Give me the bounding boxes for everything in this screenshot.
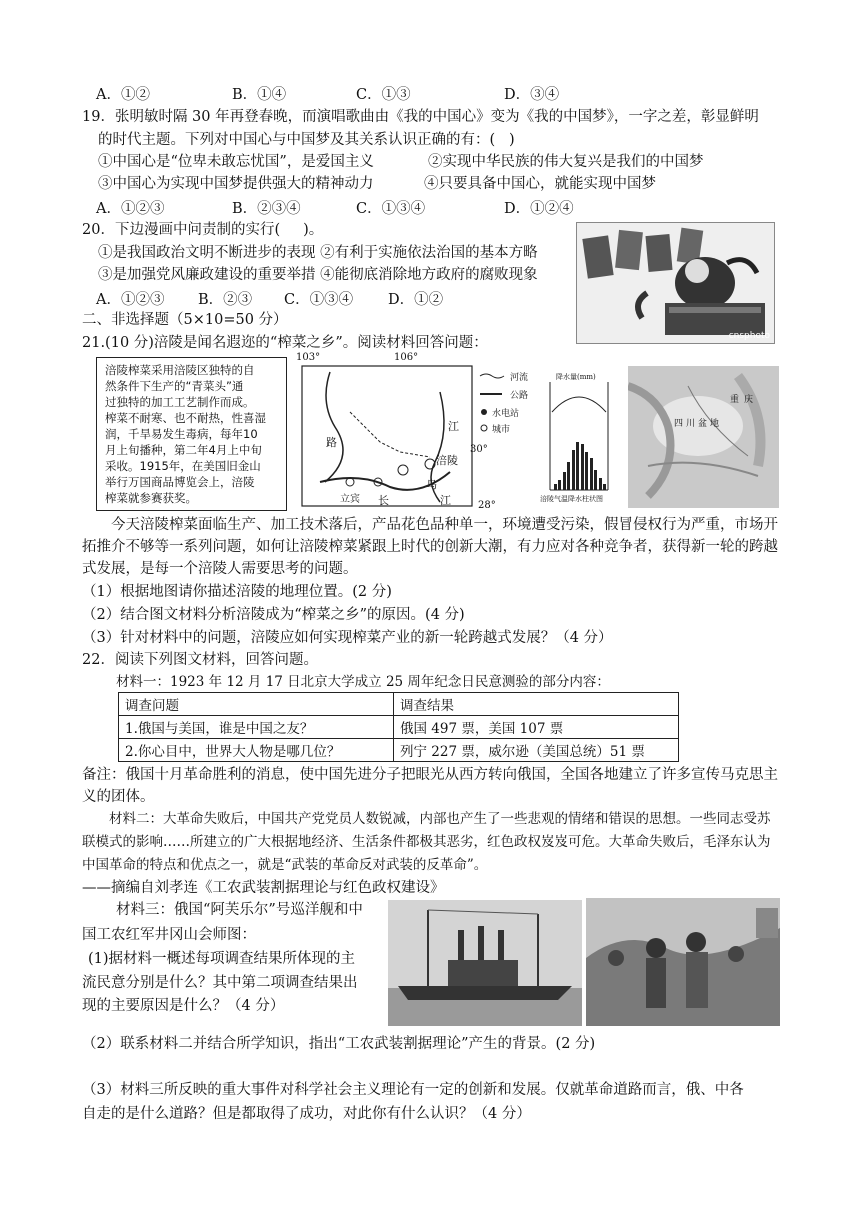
q20-option-c: C．①③④ [284, 292, 354, 308]
q19-option-a: A．①②③ [96, 201, 165, 217]
q21-stem: 21.(10 分)涪陵是闻名遐迩的“榨菜之乡”。阅读材料回答问题： [82, 335, 488, 351]
map-lat-28: 28° [478, 500, 496, 511]
q19-option-d: D．①②④ [504, 201, 574, 217]
q22-source: ——摘编自刘孝连《工农武装割据理论与红色政权建设》 [82, 880, 445, 896]
aurora-cruiser-photo [388, 900, 582, 1026]
q22-note: 备注：俄国十月革命胜利的消息，使中国先进分子把眼光从西方转向俄国，全国各地建立了许多宣传马克思主义的团体。 [82, 767, 778, 805]
q20-option-b: B．②③ [198, 292, 253, 308]
q22-sub3-line1: （3）材料三所反映的重大事件对科学社会主义理论有一定的创新和发展。仅就革命道路而言，俄、中各 [82, 1082, 744, 1098]
box-line: 采收。1915年，在美国旧金山 [105, 459, 261, 473]
map-label: 乌 [426, 478, 437, 491]
terrain-label: 四 [674, 419, 684, 429]
table-cell: 2.你心目中，世界大人物是哪几位？ [119, 739, 394, 762]
q22-material-2: 材料二：大革命失败后，中国共产党党员人数锐减，内部也产生了一些悲观的情绪和错误的思想。一些同志受苏联模式的影响……所建立的广大根据地经济、生活条件都极其恶劣，红色政权岌岌可危。大革命失败后，毛泽东认为中国革命的特点和优点之一，就是“武装的革命反对武装的反革命”。 [82, 811, 771, 873]
legend-city: 城市 [492, 425, 511, 435]
table-cell: 列宁 227 票，威尔逊（美国总统）51 票 [394, 739, 679, 762]
q19-statement-3: ③中国心为实现中国梦提供强大的精神动力 [98, 176, 374, 192]
q21-paragraph: 今天涪陵榨菜面临生产、加工技术落后，产品花色品种单一，环境遭受污染，假冒侵权行为严重，市场开拓推介不够等一系列问题，如何让涪陵榨菜紧跟上时代的创新大潮，有力应对各种竞争者，获得新一轮的跨越式发展，是每一个涪陵人需要思考的问题。 [82, 517, 778, 577]
box-line: 举行万国商品博览会上，涪陵 [105, 475, 255, 489]
accountability-cartoon [576, 222, 775, 344]
q18-option-d: D．③④ [504, 87, 560, 103]
q18-option-a: A．①② [96, 87, 150, 103]
map-lat-30: 30° [470, 444, 488, 455]
terrain-label: 盆 [698, 419, 708, 429]
table-row [119, 716, 679, 739]
q21-material-box [96, 357, 287, 511]
legend-road: 公路 [510, 391, 529, 401]
q20-option-a: A．①②③ [96, 292, 165, 308]
box-line: 过独特的加工工艺制作而成。 [105, 395, 255, 409]
map-label-fuling: 涪陵 [436, 454, 458, 467]
box-line: 榨菜不耐寒、也不耐热，性喜湿 [105, 411, 266, 425]
terrain-label: 重 [730, 395, 740, 405]
jinggangshan-meeting-painting [586, 898, 780, 1026]
q22-sub1-line1: (1)据材料一概述每项调查结果所体现的主 [88, 951, 356, 967]
q19-statement-2: ②实现中华民族的伟大复兴是我们的中国梦 [428, 154, 704, 170]
q22-sub3-line2: 自走的是什么道路？但是都取得了成功，对此你有什么认识？（4 分） [82, 1106, 531, 1122]
q18-option-c: C．①③ [356, 87, 411, 103]
q21-sub1: （1）根据地图请你描述涪陵的地理位置。(2 分) [82, 584, 392, 600]
table-header-row [119, 693, 679, 716]
q22-sub2: （2）联系材料二并结合所学知识，指出“工农武装割据理论”产生的背景。(2 分) [82, 1036, 596, 1052]
box-line: 月上旬播种，第二年4月上中旬 [105, 443, 262, 457]
q19-stem-1: 19．张明敏时隔 30 年再登春晚，而演唱歌曲由《我的中国心》变为《我的中国梦》，一字之差，彰显鲜明 [82, 109, 759, 125]
box-line: 涪陵榨菜采用涪陵区独特的自 [105, 363, 255, 377]
map-label: 江 [440, 494, 451, 507]
q22-material-3-line1: 材料三：俄国“阿芙乐尔”号巡洋舰和中 [116, 902, 363, 918]
q21-sub3: （3）针对材料中的问题，涪陵应如何实现榨菜产业的新一轮跨越式发展？（4 分） [82, 630, 613, 646]
q19-option-b: B．②③④ [232, 201, 301, 217]
terrain-label: 川 [686, 419, 696, 429]
map-label: 立宾 [340, 494, 360, 505]
q20-option-d: D．①② [388, 292, 444, 308]
q22-stem: 22．阅读下列图文材料，回答问题。 [82, 652, 318, 668]
q21-terrain-map [628, 366, 779, 508]
map-lon-103: 103° [296, 352, 321, 363]
q19-statement-1: ①中国心是“位卑未敢忘忧国”，是爱国主义 [98, 154, 374, 170]
cartoon-watermark: cnsphoto [728, 331, 770, 341]
q20-statements-1-2: ①是我国政治文明不断进步的表现 ②有利于实施依法治国的基本方略 [98, 245, 538, 261]
box-line: 润，千旱易发生毒病，每年10 [105, 427, 258, 441]
legend-river: 河流 [510, 373, 529, 383]
section-2-heading: 二、非选择题（5×10=50 分） [82, 312, 288, 328]
q22-sub1-line3: 现的主要原因是什么？（4 分） [82, 998, 285, 1014]
table-cell: 1.俄国与美国，谁是中国之友？ [119, 716, 394, 739]
climate-caption: 涪陵气温降水柱状图 [540, 495, 603, 503]
q22-material-1: 材料一：1923 年 12 月 17 日北京大学成立 25 周年纪念日民意测验的部分内容： [116, 674, 610, 690]
table-header: 调查结果 [394, 693, 679, 716]
q21-sub2: （2）结合图文材料分析涪陵成为“榨菜之乡”的原因。(4 分) [82, 607, 465, 623]
q18-option-b: B．①④ [232, 87, 287, 103]
q19-stem-2: 的时代主题。下列对中国心与中国梦及其关系认识正确的有：( ) [98, 132, 515, 148]
map-label: 长 [378, 494, 389, 507]
table-row [119, 739, 679, 762]
map-label: 江 [448, 420, 459, 433]
terrain-label: 地 [710, 419, 720, 429]
map-lon-106: 106° [394, 352, 419, 363]
table-header: 调查问题 [119, 693, 394, 716]
q20-stem: 20．下边漫画中问责制的实行( )。 [82, 222, 324, 238]
q19-statement-4: ④只要具备中国心，就能实现中国梦 [424, 176, 656, 192]
box-line: 然条件下生产的“青菜头”通 [105, 379, 244, 393]
survey-table [118, 692, 679, 762]
terrain-label: 庆 [744, 395, 754, 405]
climate-precip-label: 降水量(mm) [556, 373, 596, 381]
q21-climate-chart [536, 372, 622, 506]
map-label: 路 [326, 436, 337, 449]
q20-statements-3-4: ③是加强党风廉政建设的重要举措 ④能彻底消除地方政府的腐败现象 [98, 267, 538, 283]
box-line: 榨菜就参赛获奖。 [105, 491, 197, 505]
q21-location-map [290, 352, 530, 512]
q19-option-c: C．①③④ [356, 201, 426, 217]
table-cell: 俄国 497 票，美国 107 票 [394, 716, 679, 739]
q22-material-3-line2: 国工农红军井冈山会师图： [82, 927, 256, 943]
q22-sub1-line2: 流民意分别是什么？其中第二项调查结果出 [82, 975, 358, 991]
legend-hydropower: 水电站 [492, 409, 520, 419]
